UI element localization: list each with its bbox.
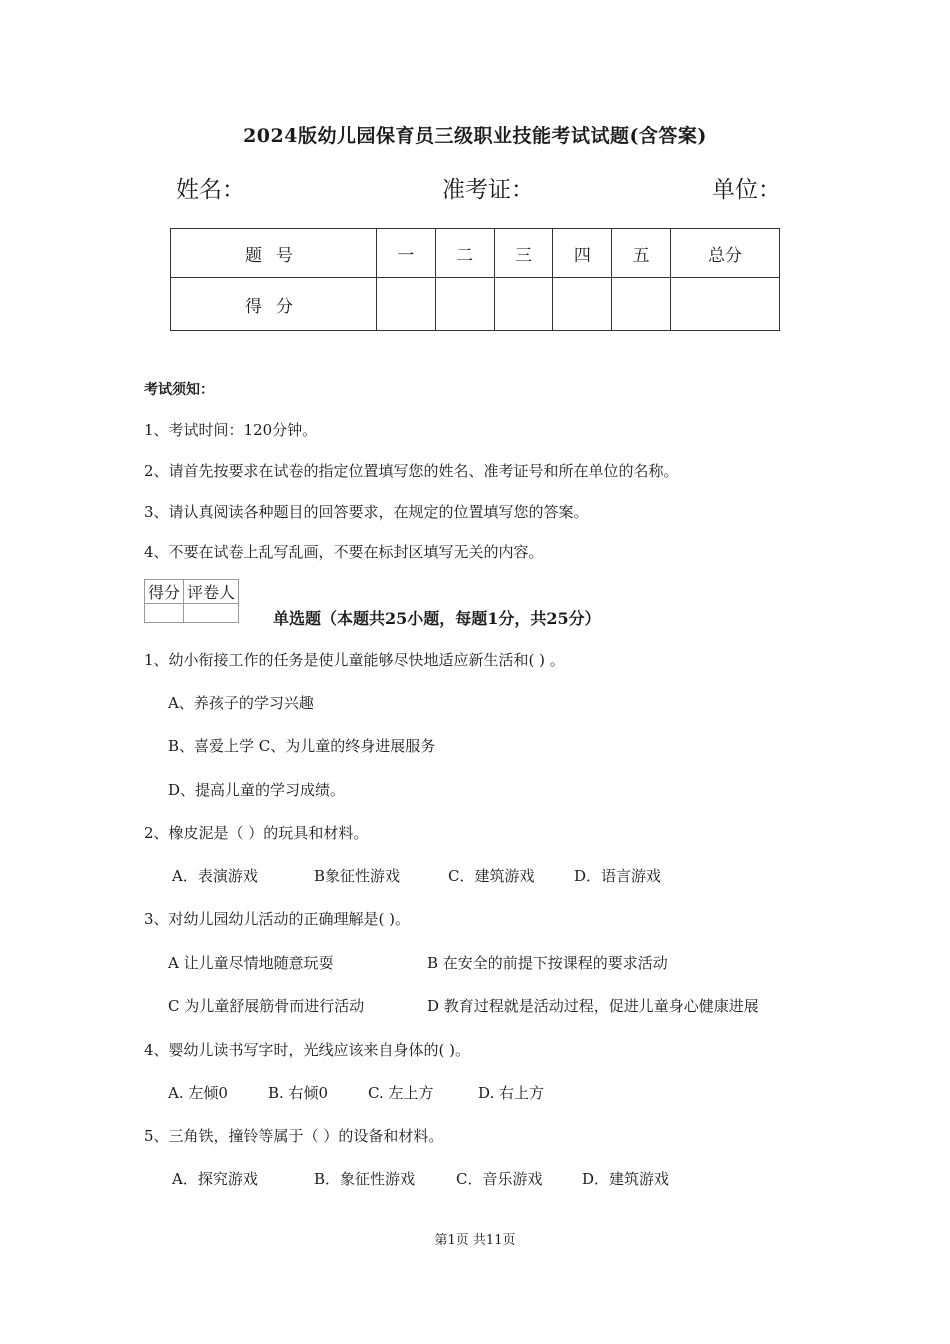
option: B 在安全的前提下按课程的要求活动: [427, 954, 668, 972]
score-table-header-row: [171, 229, 780, 278]
option: D．语言游戏: [574, 867, 662, 885]
option: A．表演游戏: [172, 867, 258, 885]
option: C．建筑游戏: [448, 867, 535, 885]
unit-field-label: 单位：: [712, 177, 781, 203]
grader-score-cell[interactable]: [145, 604, 184, 623]
section-title: 单选题（本题共25小题，每题1分，共25分）: [273, 609, 601, 628]
column-header: 三: [494, 229, 553, 278]
grader-name-cell[interactable]: [184, 604, 239, 623]
column-header: 五: [612, 229, 671, 278]
score-cell[interactable]: [553, 278, 612, 331]
option: C. 左上方: [368, 1084, 434, 1102]
option: D．建筑游戏: [582, 1170, 670, 1188]
option: A、养孩子的学习兴趣: [168, 694, 314, 712]
notice-item: 1、考试时间：120分钟。: [144, 421, 318, 439]
option: A. 左倾0: [168, 1084, 228, 1102]
grader-name-label: 评卷人: [184, 580, 239, 604]
column-header: 四: [553, 229, 612, 278]
option: D、提高儿童的学习成绩。: [168, 781, 346, 799]
option: D 教育过程就是活动过程，促进儿童身心健康进展: [427, 997, 759, 1015]
option: A．探究游戏: [172, 1170, 258, 1188]
option: B、喜爱上学 C、为儿童的终身进展服务: [168, 737, 436, 755]
question-stem: 5、三角铁，撞铃等属于（ ）的设备和材料。: [144, 1127, 444, 1145]
row-label-score: 得分: [171, 278, 377, 331]
name-field-label: 姓名：: [176, 177, 245, 203]
option: C．音乐游戏: [456, 1170, 543, 1188]
score-cell[interactable]: [435, 278, 494, 331]
score-cell[interactable]: [494, 278, 553, 331]
score-table-score-row: [171, 278, 780, 331]
notice-item: 2、请首先按要求在试卷的指定位置填写您的姓名、准考证号和所在单位的名称。: [144, 462, 679, 480]
grader-box: [144, 579, 239, 623]
exam-id-field-label: 准考证：: [442, 177, 534, 203]
score-table: [170, 228, 780, 331]
question-stem: 4、婴幼儿读书写字时，光线应该来自身体的( )。: [144, 1041, 471, 1059]
row-label-question-number: 题号: [171, 229, 377, 278]
notice-item: 4、不要在试卷上乱写乱画，不要在标封区填写无关的内容。: [144, 543, 544, 561]
score-cell[interactable]: [671, 278, 780, 331]
notice-item: 3、请认真阅读各种题目的回答要求，在规定的位置填写您的答案。: [144, 503, 589, 521]
option: B象征性游戏: [314, 867, 401, 885]
question-stem: 2、橡皮泥是（ ）的玩具和材料。: [144, 824, 369, 842]
grader-score-label: 得分: [145, 580, 184, 604]
score-cell[interactable]: [612, 278, 671, 331]
column-header: 总分: [671, 229, 780, 278]
option: A 让儿童尽情地随意玩耍: [168, 954, 334, 972]
column-header: 一: [376, 229, 435, 278]
page-footer: 第1页 共11页: [434, 1233, 516, 1248]
option: D. 右上方: [478, 1084, 545, 1102]
column-header: 二: [435, 229, 494, 278]
option: B. 右倾0: [268, 1084, 329, 1102]
score-cell[interactable]: [376, 278, 435, 331]
question-stem: 1、幼小衔接工作的任务是使儿童能够尽快地适应新生活和( ) 。: [144, 651, 565, 669]
option: B．象征性游戏: [314, 1170, 416, 1188]
question-stem: 3、对幼儿园幼儿活动的正确理解是( )。: [144, 910, 411, 928]
document-title: 2024版幼儿园保育员三级职业技能考试试题(含答案): [243, 125, 707, 147]
notice-heading: 考试须知：: [144, 382, 214, 398]
option: C 为儿童舒展筋骨而进行活动: [168, 997, 365, 1015]
